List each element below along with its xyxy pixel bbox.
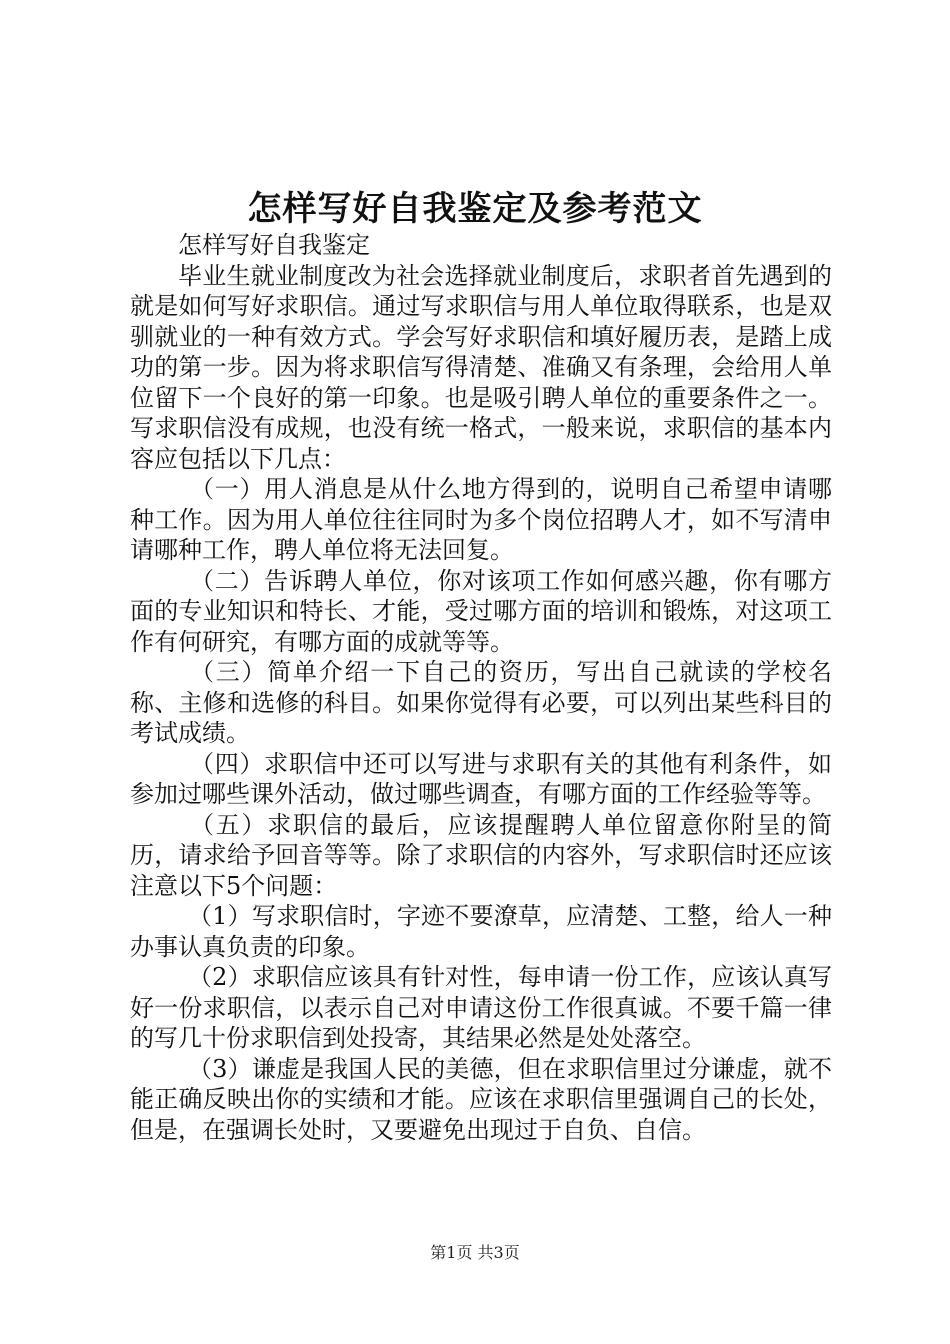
- document-title: 怎样写好自我鉴定及参考范文: [247, 189, 703, 229]
- intro-paragraph: 毕业生就业制度改为社会选择就业制度后，求职者首先遇到的就是如何写好求职信。通过写求职信与用人单位取得联系，也是双驯就业的一种有效方式。学会写好求职信和填好履历表，是踏上成功的第一步。因为将求职信写得清楚、准确又有条理，会给用人单位留下一个良好的第一印象。也是吸引聘人单位的重要条件之一。写求职信没有成规，也没有统一格式，一般来说，求职信的基本内容应包括以下几点：: [130, 261, 832, 473]
- issue-three-paragraph: （3）谦虚是我国人民的美德，但在求职信里过分谦虚，就不能正确反映出你的实绩和才能。应该在求职信里强调自己的长处，但是，在强调长处时，又要避免出现过于自负、自信。: [130, 1054, 832, 1144]
- point-two-paragraph: （二）告诉聘人单位，你对该项工作如何感兴趣，你有哪方面的专业知识和特长、才能，受过哪方面的培训和锻炼，对这项工作有何研究，有哪方面的成就等等。: [130, 566, 832, 656]
- page-number-footer: 第1页 共3页: [430, 1243, 520, 1262]
- document-body: [130, 230, 832, 1145]
- point-four-paragraph: （四）求职信中还可以写进与求职有关的其他有利条件，如参加过哪些课外活动，做过哪些调查，有哪方面的工作经验等等。: [130, 749, 832, 808]
- point-five-paragraph: （五）求职信的最后，应该提醒聘人单位留意你附呈的简历，请求给予回音等等。除了求职信的内容外，写求职信时还应该注意以下5个问题：: [130, 810, 832, 900]
- issue-one-paragraph: （1）写求职信时，字迹不要潦草，应清楚、工整，给人一种办事认真负责的印象。: [130, 902, 832, 961]
- subtitle-paragraph: 怎样写好自我鉴定: [178, 231, 370, 259]
- point-three-paragraph: （三）简单介绍一下自己的资历，写出自己就读的学校名称、主修和选修的科目。如果你觉得有必要，可以列出某些科目的考试成绩。: [130, 658, 832, 747]
- point-one-paragraph: （一）用人消息是从什么地方得到的，说明自己希望申请哪种工作。因为用人单位往往同时为多个岗位招聘人才，如不写清申请哪种工作，聘人单位将无法回复。: [130, 475, 832, 564]
- issue-two-paragraph: （2）求职信应该具有针对性，每申请一份工作，应该认真写好一份求职信，以表示自己对申请这份工作很真诚。不要千篇一律的写几十份求职信到处投寄，其结果必然是处处落空。: [130, 963, 832, 1052]
